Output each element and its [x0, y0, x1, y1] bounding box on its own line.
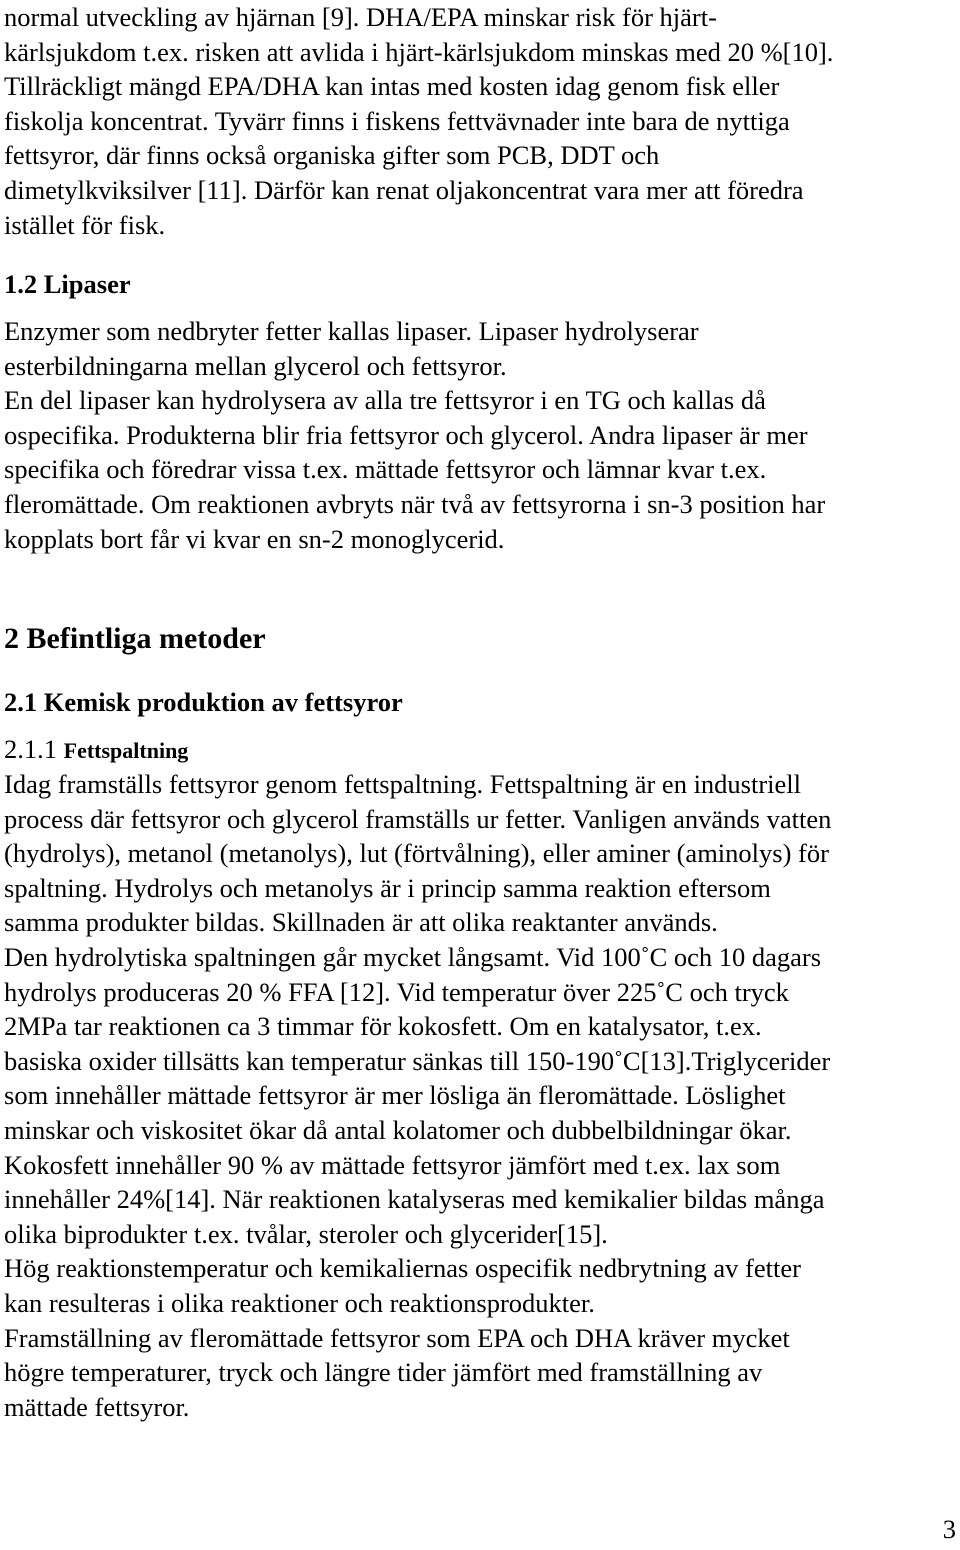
- text-line: esterbildningarna mellan glycerol och fettsyror.: [4, 350, 507, 381]
- text-line: istället för fisk.: [4, 209, 166, 240]
- section-number: 2.1.1: [4, 734, 57, 764]
- text-line: process där fettsyror och glycerol framställs ur fetter. Vanligen används vatten: [4, 803, 832, 834]
- text-line: Tillräckligt mängd EPA/DHA kan intas med kosten idag genom fisk eller: [4, 71, 780, 102]
- intro-paragraph: [4, 0, 833, 242]
- text-line: olika biprodukter t.ex. tvålar, steroler och glycerider[15].: [4, 1218, 608, 1249]
- text-line: kan resulteras i olika reaktioner och reaktionsprodukter.: [4, 1287, 595, 1318]
- text-line: En del lipaser kan hydrolysera av alla tre fettsyror i en TG och kallas då: [4, 385, 766, 416]
- text-line: spaltning. Hydrolys och metanolys är i princip samma reaktion eftersom: [4, 872, 771, 903]
- text-line: samma produkter bildas. Skillnaden är att olika reaktanter används.: [4, 907, 718, 938]
- section-title: Fettspaltning: [63, 738, 189, 763]
- text-line: kopplats bort får vi kvar en sn-2 monoglycerid.: [4, 523, 505, 554]
- section-heading-2-1-1: [4, 732, 188, 769]
- text-line: Hög reaktionstemperatur och kemikaliernas ospecifik nedbrytning av fetter: [4, 1253, 801, 1284]
- text-line: Idag framställs fettsyror genom fettspaltning. Fettspaltning är en industriell: [4, 769, 802, 799]
- text-line: Framställning av fleromättade fettsyror som EPA och DHA kräver mycket: [4, 1322, 790, 1353]
- text-line: specifika och föredrar vissa t.ex. mättade fettsyror och lämnar kvar t.ex.: [4, 454, 767, 485]
- text-line: dimetylkviksilver [11]. Därför kan renat oljakoncentrat vara mer att föredra: [4, 174, 804, 205]
- text-line: mättade fettsyror.: [4, 1391, 190, 1422]
- text-line: 2MPa tar reaktionen ca 3 timmar för kokosfett. Om en katalysator, t.ex.: [4, 1011, 762, 1042]
- fettspaltning-paragraph: [4, 767, 831, 1424]
- text-line: hydrolys produceras 20 % FFA [12]. Vid temperatur över 225˚C och tryck: [4, 976, 789, 1007]
- text-line: Den hydrolytiska spaltningen går mycket långsamt. Vid 100˚C och 10 dagars: [4, 941, 822, 972]
- text-line: normal utveckling av hjärnan [9]. DHA/EPA minskar risk för hjärt-: [4, 2, 717, 32]
- text-line: Enzymer som nedbryter fetter kallas lipaser. Lipaser hydrolyserar: [4, 316, 699, 346]
- text-line: kärlsjukdom t.ex. risken att avlida i hjärt-kärlsjukdom minskas med 20 %[10].: [4, 36, 834, 67]
- section-heading-2: 2 Befintliga metoder: [4, 622, 266, 655]
- section-heading-2-1: 2.1 Kemisk produktion av fettsyror: [4, 687, 403, 717]
- text-line: fettsyror, där finns också organiska gifter som PCB, DDT och: [4, 140, 660, 171]
- text-line: högre temperaturer, tryck och längre tider jämfört med framställning av: [4, 1357, 763, 1388]
- text-line: ospecifika. Produkterna blir fria fettsyror och glycerol. Andra lipaser är mer: [4, 419, 808, 450]
- section-heading-1-2: 1.2 Lipaser: [4, 269, 131, 299]
- text-line: fleromättade. Om reaktionen avbryts när två av fettsyrorna i sn-3 position har: [4, 488, 826, 519]
- text-line: Kokosfett innehåller 90 % av mättade fettsyror jämfört med t.ex. lax som: [4, 1149, 781, 1180]
- text-line: basiska oxider tillsätts kan temperatur sänkas till 150-190˚C[13].Triglycerider: [4, 1045, 831, 1076]
- page-number: 3: [942, 1514, 956, 1544]
- text-line: (hydrolys), metanol (metanolys), lut (förtvålning), eller aminer (aminolys) för: [4, 838, 829, 869]
- text-line: fiskolja koncentrat. Tyvärr finns i fiskens fettvävnader inte bara de nyttiga: [4, 105, 790, 136]
- text-line: innehåller 24%[14]. När reaktionen katalyseras med kemikalier bildas många: [4, 1184, 825, 1215]
- lipaser-paragraph: [4, 314, 825, 556]
- text-line: minskar och viskositet ökar då antal kolatomer och dubbelbildningar ökar.: [4, 1114, 792, 1145]
- text-line: som innehåller mättade fettsyror är mer lösliga än fleromättade. Löslighet: [4, 1080, 786, 1111]
